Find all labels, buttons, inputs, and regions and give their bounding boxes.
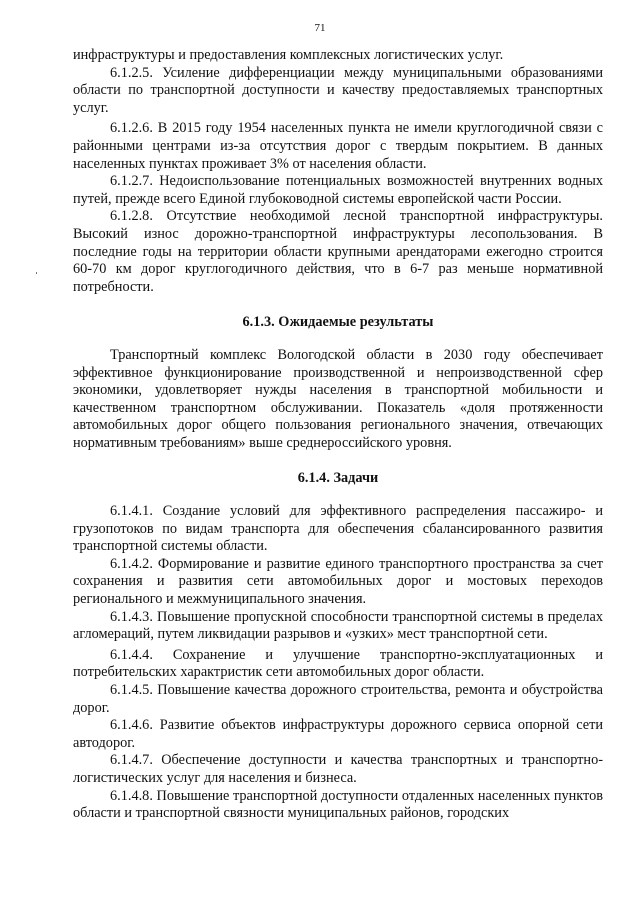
task-item: 6.1.4.7. Обеспечение доступности и качества транспортных и транспортно-логистических услуг для населения и бизнеса. [73,752,603,786]
task-item: 6.1.4.8. Повышение транспортной доступности отдаленных населенных пунктов области и транспортной связности муниципальных районов, городских [73,787,603,822]
task-item: 6.1.4.3. Повышение пропускной способности транспортной системы в пределах агломераций, путем ликвидации разрывов и «узких» мест транспортной сети. [73,608,603,643]
paragraph: Транспортный комплекс Вологодской области в 2030 году обеспечивает эффективное функционирование производственной и непроизводственной сфер экономики, удовлетворяет нужды населения в транспортной мобильности и качественном транспортном обслуживании. Показатель «доля протяженности автомобильных дорог общего пользования регионального значения, отвечающих нормативным требованиям» выше среднероссийского уровня. [73,346,603,451]
paragraph: 6.1.2.7. Недоиспользование потенциальных возможностей внутренних водных путей, прежде всего Единой глубоководной системы европейской части России. [73,173,603,207]
task-item: 6.1.4.2. Формирование и развитие единого транспортного пространства за счет сохранения и развития сети автомобильных дорог и мостовых переходов регионального и межмуниципального значения. [73,555,603,608]
scan-mark [36,272,37,274]
task-item: 6.1.4.4. Сохранение и улучшение транспортно-эксплуатационных и потребительских характристик сети автомобильных дорог области. [73,646,603,681]
paragraph: инфраструктуры и предоставления комплексных логистических услуг. [73,47,504,63]
page-content [73,47,603,823]
task-item: 6.1.4.6. Развитие объектов инфраструктуры дорожного сервиса опорной сети автодорог. [73,717,603,751]
section-heading-tasks: 6.1.4. Задачи [297,470,379,487]
section-heading-expected-results: 6.1.3. Ожидаемые результаты [242,314,434,331]
task-item: 6.1.4.5. Повышение качества дорожного строительства, ремонта и обустройства дорог. [73,682,603,716]
paragraph: 6.1.2.5. Усиление дифференциации между муниципальными образованиями области по транспортной доступности и качеству предоставляемых транспортных услуг. [73,64,603,116]
paragraph: 6.1.2.8. Отсутствие необходимой лесной транспортной инфраструктуры. Высокий износ дорожно-транспортной инфраструктуры лесопользования. В последние годы на территории области крупными арендаторами ежегодно строится 60-70 км дорог круглогодичного действия, что в 6-7 раз меньше нормативной потребности. [73,208,603,295]
paragraph: 6.1.2.6. В 2015 году 1954 населенных пункта не имели круглогодичной связи с районными центрами из-за отсутствия дорог с твердым покрытием. В данных населенных пунктах проживает 3% от населения области. [73,120,603,172]
page-number: 71 [314,22,326,34]
task-item: 6.1.4.1. Создание условий для эффективного распределения пассажиро- и грузопотоков по видам транспорта для обеспечения сбалансированного развития транспортной системы области. [73,503,603,555]
